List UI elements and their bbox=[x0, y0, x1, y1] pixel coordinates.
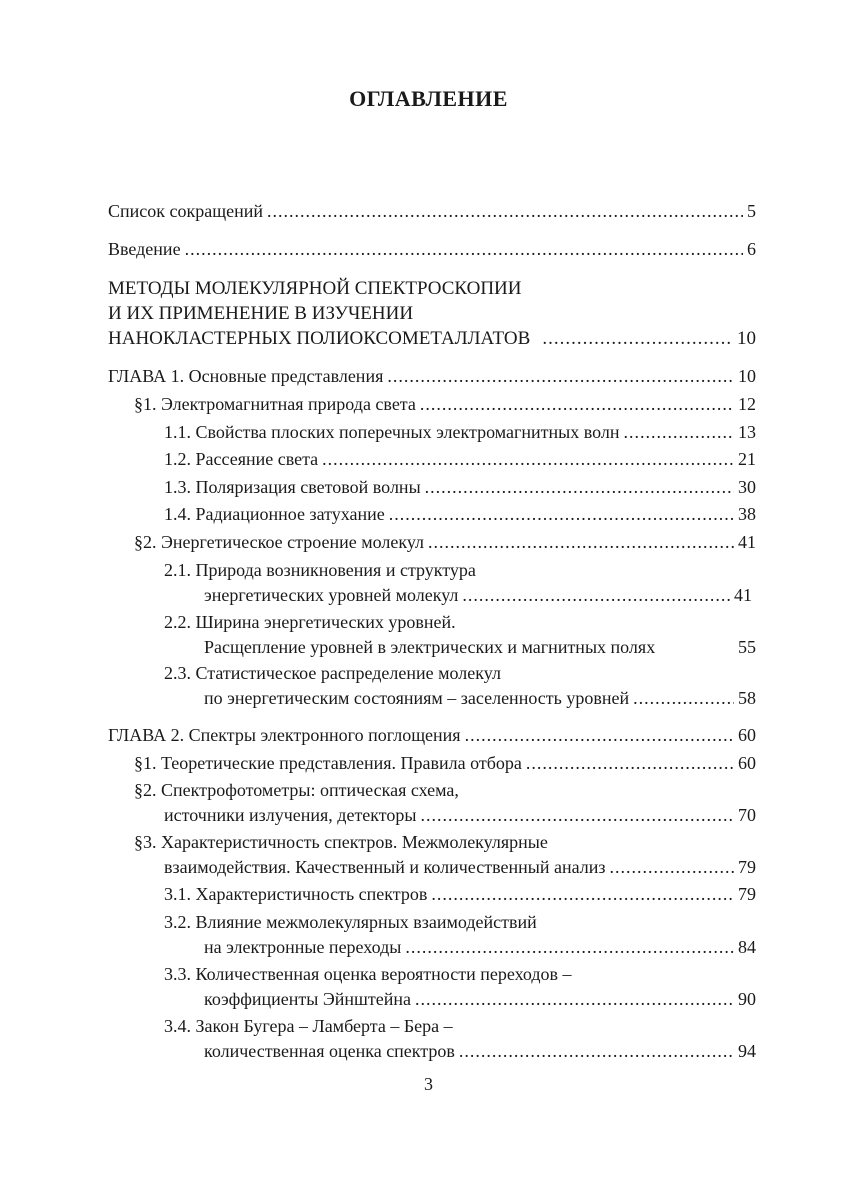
toc-page-number: 55 bbox=[738, 637, 756, 657]
toc-entry-ch2-section-3[interactable] bbox=[164, 854, 756, 880]
toc-entry-label: §1. Теоретические представления. Правила отбора bbox=[134, 753, 522, 773]
toc-entry-ch1-1-1[interactable] bbox=[164, 419, 756, 445]
toc-entry-ch2-3-3[interactable] bbox=[204, 986, 756, 1012]
toc-entry-line[interactable]: 2.2. Ширина энергетических уровней. bbox=[164, 612, 456, 632]
leader-dots bbox=[387, 363, 734, 389]
toc-entry-abbreviations[interactable] bbox=[108, 198, 756, 224]
toc-entry-label: Расщепление уровней в электрических и магнитных полях bbox=[204, 637, 656, 657]
toc-entry-ch1-2-3[interactable] bbox=[204, 685, 756, 711]
toc-entry-label: ГЛАВА 2. Спектры электронного поглощения bbox=[108, 725, 461, 745]
toc-page-number: 70 bbox=[738, 805, 756, 825]
toc-part-title-line[interactable]: И ИХ ПРИМЕНЕНИЕ В ИЗУЧЕНИИ bbox=[108, 303, 414, 324]
toc-page-number: 41 bbox=[734, 585, 752, 605]
toc-entry-chapter-2[interactable] bbox=[108, 722, 756, 748]
toc-entry-label: 1.4. Радиационное затухание bbox=[164, 504, 385, 524]
toc-page-number: 58 bbox=[738, 688, 756, 708]
toc-page-number: 79 bbox=[738, 884, 756, 904]
toc-entry-ch2-3-1[interactable] bbox=[164, 881, 756, 907]
leader-dots bbox=[526, 750, 734, 776]
toc-entry-label: §2. Энергетическое строение молекул bbox=[134, 532, 425, 552]
toc-entry-label: на электронные переходы bbox=[204, 937, 402, 957]
leader-dots bbox=[420, 391, 734, 417]
toc-entry-label: коэффициенты Эйнштейна bbox=[204, 989, 411, 1009]
toc-page-number: 5 bbox=[747, 201, 756, 221]
toc-entry-line[interactable]: 3.2. Влияние межмолекулярных взаимодействий bbox=[164, 912, 537, 932]
toc-entry-ch1-section-1[interactable] bbox=[134, 391, 756, 417]
toc-entry-label: Список сокращений bbox=[108, 201, 263, 221]
page-number: 3 bbox=[424, 1074, 433, 1094]
leader-dots bbox=[405, 934, 734, 960]
toc-entry-label: 1.2. Рассеяние света bbox=[164, 449, 319, 469]
toc-page-number: 84 bbox=[738, 937, 756, 957]
toc-part-title-line[interactable]: МЕТОДЫ МОЛЕКУЛЯРНОЙ СПЕКТРОСКОПИИ bbox=[108, 278, 522, 299]
leader-dots bbox=[415, 986, 734, 1012]
toc-entry-label: взаимодействия. Качественный и количественный анализ bbox=[164, 857, 606, 877]
leader-dots bbox=[462, 582, 730, 608]
toc-entry-label: энергетических уровней молекул bbox=[204, 585, 459, 605]
toc-page-number: 90 bbox=[738, 989, 756, 1009]
toc-page-number: 94 bbox=[738, 1041, 756, 1061]
toc-page-number: 13 bbox=[738, 422, 756, 442]
toc-entry-ch1-1-4[interactable] bbox=[164, 501, 756, 527]
toc-entry-ch1-2-1[interactable] bbox=[204, 582, 752, 608]
toc-entry-part[interactable] bbox=[108, 326, 756, 352]
toc-entry-ch2-3-4[interactable] bbox=[204, 1038, 756, 1064]
toc-entry-label: 1.1. Свойства плоских поперечных электромагнитных волн bbox=[164, 422, 620, 442]
leader-dots bbox=[609, 854, 734, 880]
toc-entry-ch2-section-1[interactable] bbox=[134, 750, 756, 776]
toc-page-number: 10 bbox=[738, 366, 756, 386]
toc-page-number: 6 bbox=[747, 239, 756, 259]
toc-entry-label: 1.3. Поляризация световой волны bbox=[164, 477, 421, 497]
leader-dots bbox=[185, 236, 743, 262]
toc-entry-label: НАНОКЛАСТЕРНЫХ ПОЛИОКСОМЕТАЛЛАТОВ bbox=[108, 328, 531, 349]
leader-dots bbox=[389, 501, 734, 527]
toc-entry-line[interactable]: 3.4. Закон Бугера – Ламберта – Бера – bbox=[164, 1016, 453, 1036]
toc-entry-chapter-1[interactable] bbox=[108, 363, 756, 389]
toc-page-number: 38 bbox=[738, 504, 756, 524]
leader-dots bbox=[633, 685, 734, 711]
toc-entry-ch1-2-2[interactable] bbox=[204, 634, 756, 660]
leader-dots bbox=[428, 529, 734, 555]
toc-entry-ch1-section-2[interactable] bbox=[134, 529, 756, 555]
toc-entry-label: Введение bbox=[108, 239, 181, 259]
toc-entry-label: ГЛАВА 1. Основные представления bbox=[108, 366, 384, 386]
toc-entry-label: количественная оценка спектров bbox=[204, 1041, 455, 1061]
toc-entry-ch2-section-2[interactable] bbox=[164, 802, 756, 828]
toc-entry-introduction[interactable] bbox=[108, 236, 756, 262]
toc-entry-line[interactable]: 2.1. Природа возникновения и структура bbox=[164, 560, 476, 580]
toc-entry-line[interactable]: 3.3. Количественная оценка вероятности переходов – bbox=[164, 964, 572, 984]
toc-page-number: 60 bbox=[738, 725, 756, 745]
toc-entry-label: источники излучения, детекторы bbox=[164, 805, 417, 825]
toc-entry-line[interactable]: §3. Характеристичность спектров. Межмолекулярные bbox=[134, 832, 548, 852]
toc-entry-label: 3.1. Характеристичность спектров bbox=[164, 884, 428, 904]
toc-page-number: 12 bbox=[738, 394, 756, 414]
toc-entry-ch1-1-3[interactable] bbox=[164, 474, 756, 500]
leader-dots bbox=[542, 326, 733, 352]
leader-dots bbox=[425, 474, 734, 500]
toc-entry-line[interactable]: §2. Спектрофотометры: оптическая схема, bbox=[134, 780, 459, 800]
toc-page-number: 21 bbox=[738, 449, 756, 469]
leader-dots bbox=[465, 722, 734, 748]
page-title: ОГЛАВЛЕНИЕ bbox=[349, 86, 508, 111]
toc-entry-line[interactable]: 2.3. Статистическое распределение молекул bbox=[164, 663, 501, 683]
leader-dots bbox=[322, 446, 734, 472]
toc-page-number: 79 bbox=[738, 857, 756, 877]
leader-dots bbox=[267, 198, 743, 224]
toc-page-number: 60 bbox=[738, 753, 756, 773]
toc-entry-label: по энергетическим состояниям – заселенность уровней bbox=[204, 688, 630, 708]
toc-page-number: 30 bbox=[738, 477, 756, 497]
leader-dots bbox=[624, 419, 734, 445]
leader-dots bbox=[459, 1038, 734, 1064]
toc-entry-ch1-1-2[interactable] bbox=[164, 446, 756, 472]
toc-page-number: 41 bbox=[738, 532, 756, 552]
toc-entry-ch2-3-2[interactable] bbox=[204, 934, 756, 960]
toc-entry-label: §1. Электромагнитная природа света bbox=[134, 394, 416, 414]
leader-dots bbox=[431, 881, 734, 907]
toc-page-number: 10 bbox=[737, 328, 756, 349]
leader-dots bbox=[421, 802, 734, 828]
